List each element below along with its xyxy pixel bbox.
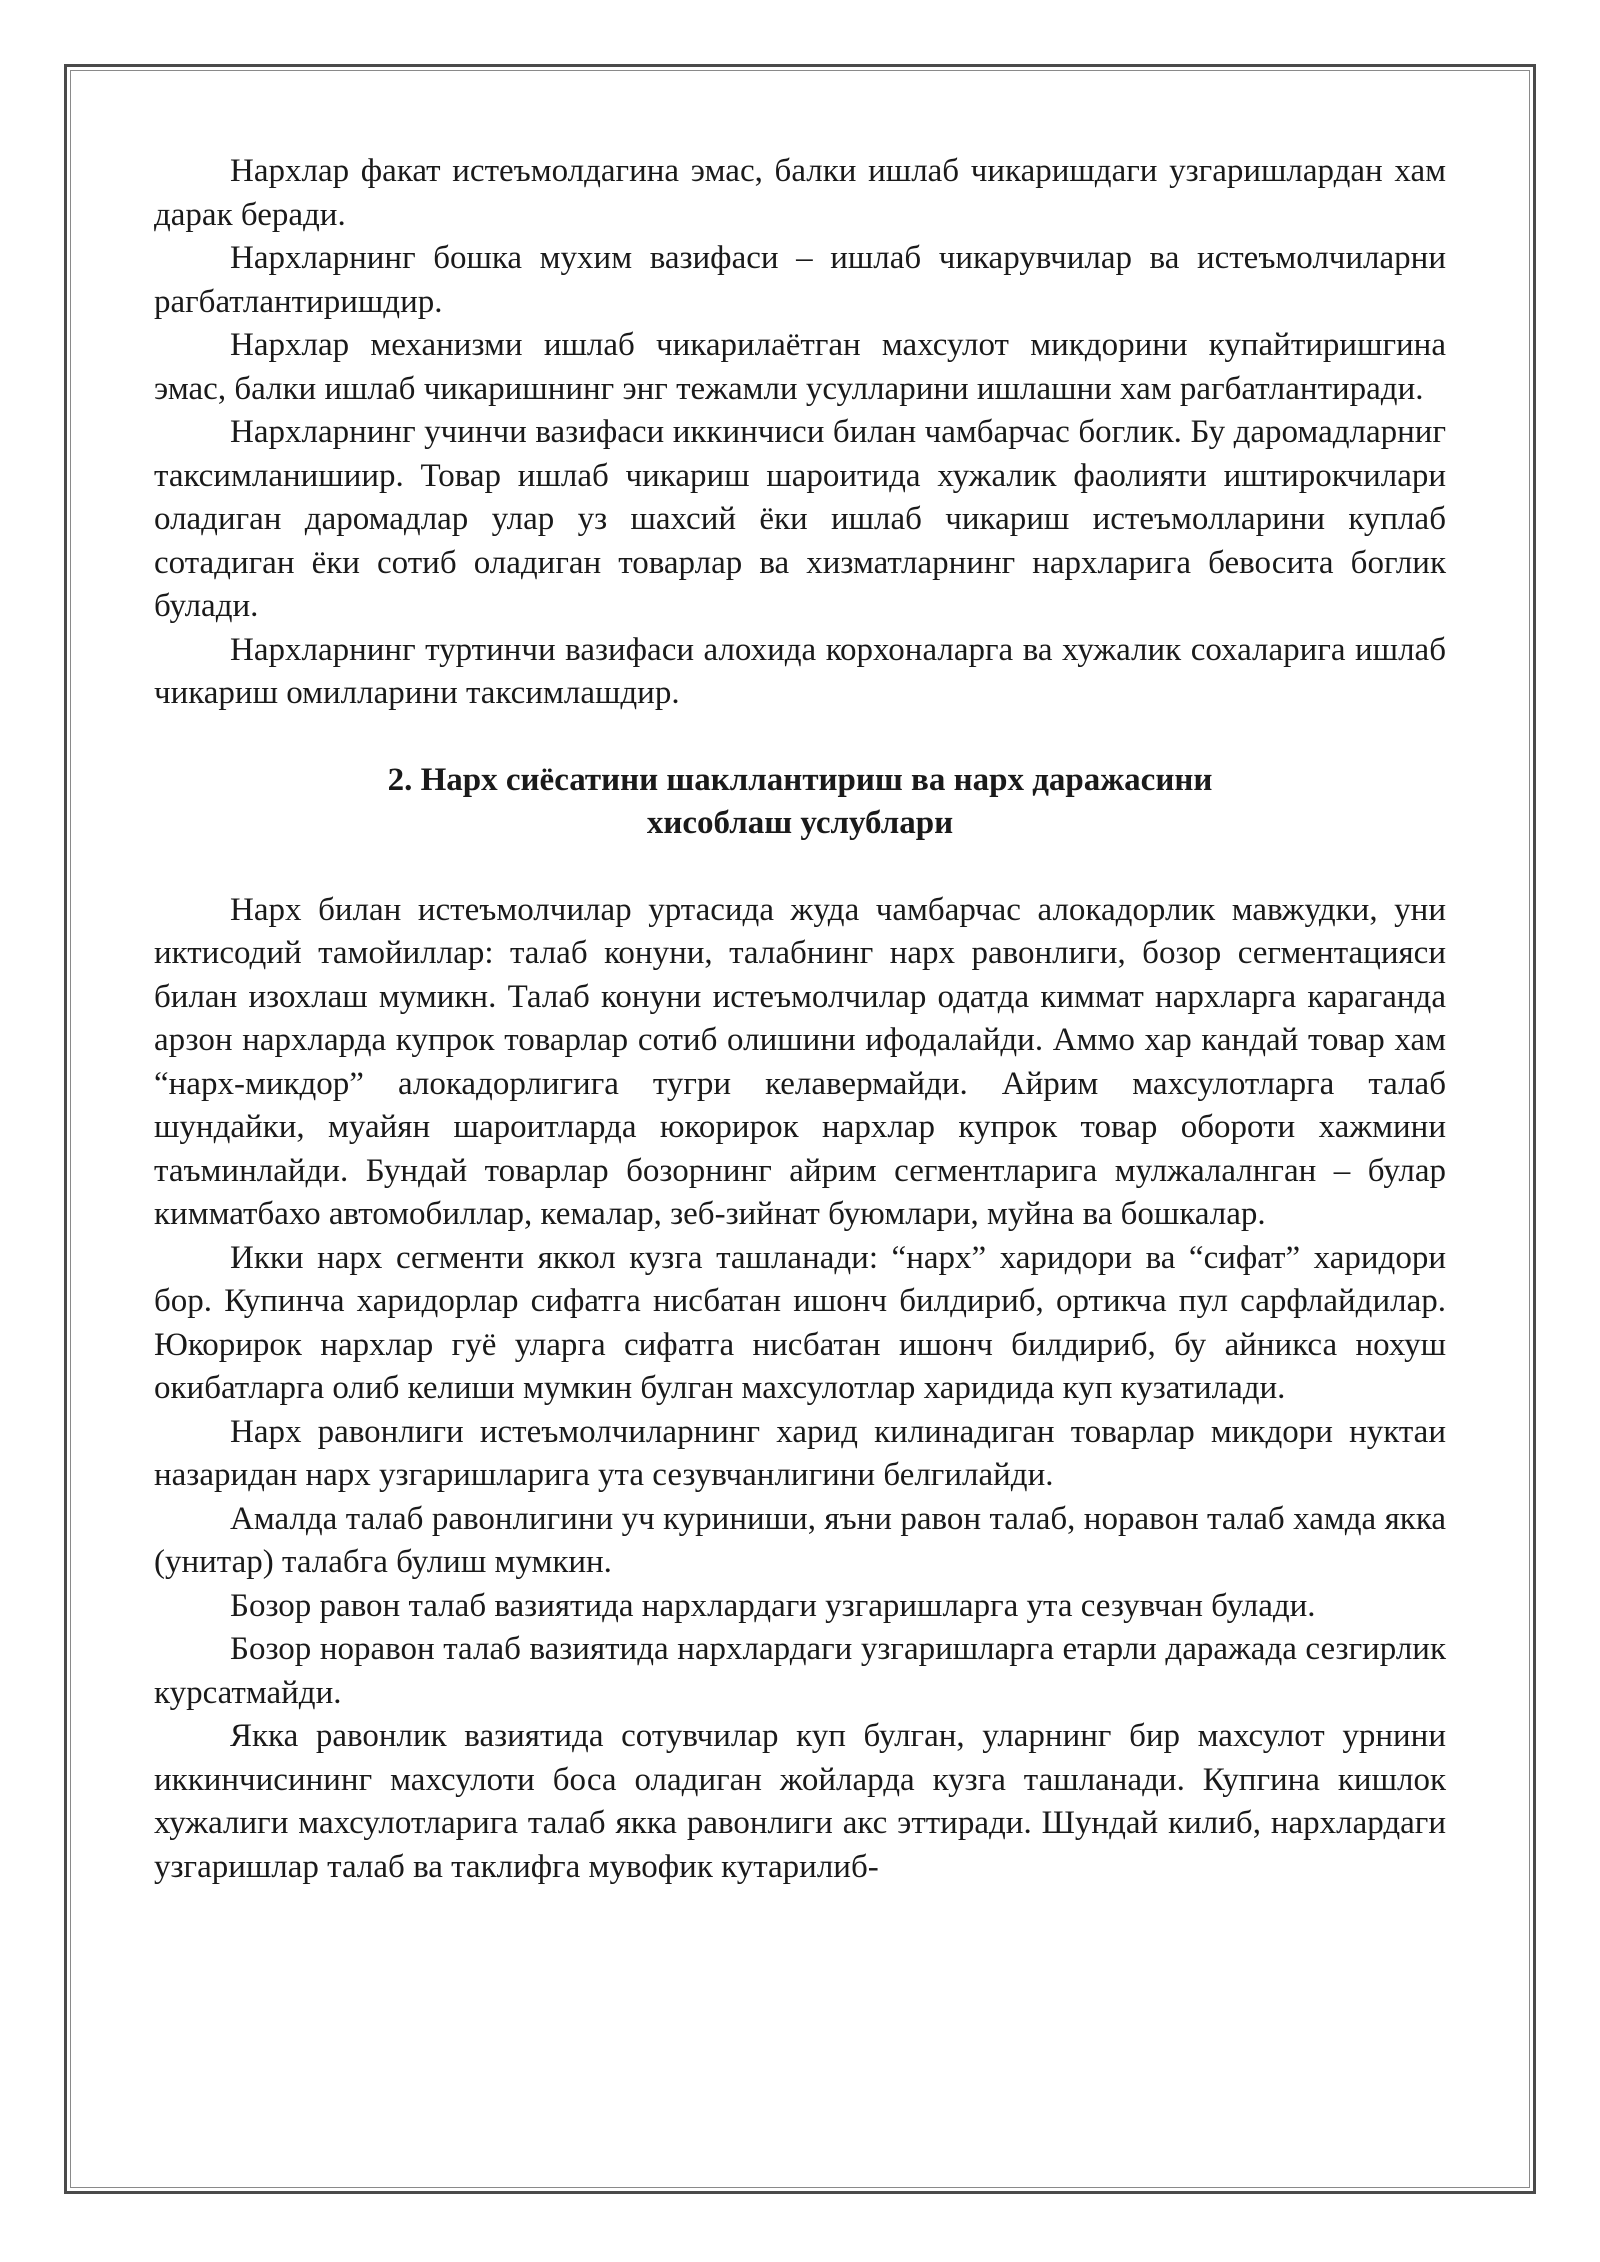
paragraph: Нархларнинг учинчи вазифаси иккинчиси билан чамбарчас боглик. Бу даромадларниг таксимланишиир. Товар ишлаб чикариш шароитида хужалик фаолияти иштирокчилари оладиган даромадлар улар уз шахсий ёки ишлаб чикариш истеъмолларини куплаб сотадиган ёки сотиб оладиган товарлар ва хизматларнинг нархларига бевосита боглик булади. [154, 414, 1446, 624]
paragraph: Бозор норавон талаб вазиятида нархлардаги узгаришларга етарли даражада сезгирлик курсатмайди. [154, 1631, 1446, 1711]
paragraph: Нарх билан истеъмолчилар уртасида жуда чамбарчас алокадорлик мавжудки, уни иктисодий тамойиллар: талаб конуни, талабнинг нарх равонлиги, бозор сегментацияси билан изохлаш мумикн. Талаб конуни истеъмолчилар одатда киммат нархларга караганда арзон нархларда купрок товарлар сотиб олишини ифодалайди. Аммо хар кандай товар хам “нарх-микдор” алокадорлигига тугри келавермайди. Айрим махсулотларга талаб шундайки, муайян шароитларда юкорирок нархлар купрок товар обороти хажмини таъминлайди. Бундай товарлар бозорнинг айрим сегментларига мулжалалнган – булар кимматбахо автомобиллар, кемалар, зеб-зийнат буюмлари, муйна ва бошкалар. [154, 891, 1446, 1232]
paragraph: Нархлар факат истеъмолдагина эмас, балки ишлаб чикаришдаги узгаришлардан хам дарак беради. [154, 153, 1446, 233]
paragraph: Нархларнинг бошка мухим вазифаси – ишлаб чикарувчилар ва истеъмолчиларни рагбатлантиришдир. [154, 240, 1446, 320]
section-heading [154, 759, 1446, 846]
paragraph: Нарх равонлиги истеъмолчиларнинг харид килинадиган товарлар микдори нуктаи назаридан нарх узгаришларига ута сезувчанлигини белгилайди. [154, 1413, 1446, 1493]
paragraph: Нархларнинг туртинчи вазифаси алохида корхоналарга ва хужалик сохаларига ишлаб чикариш омилларини таксимлашдир. [154, 631, 1446, 711]
paragraph: Икки нарх сегменти яккол кузга ташланади: “нарх” харидори ва “сифат” харидори бор. Купинча харидорлар сифатга нисбатан ишонч билдириб, ортикча пул сарфлайдилар. Юкорирок нархлар гуё уларга сифатга нисбатан ишонч билдириб, бу айникса нохуш окибатларга олиб келиши мумкин булган махсулотлар харидида куп кузатилади. [154, 1239, 1446, 1406]
paragraph: Амалда талаб равонлигини уч куриниши, яъни равон талаб, норавон талаб хамда якка (унитар) талабга булиш мумкин. [154, 1500, 1446, 1580]
paragraph: Нархлар механизми ишлаб чикарилаётган махсулот микдорини купайтиришгина эмас, балки ишлаб чикаришнинг энг тежамли усулларини ишлашни хам рагбатлантиради. [154, 327, 1446, 407]
section-heading-line: 2. Нарх сиёсатини шакллантириш ва нарх даражасини [387, 761, 1213, 798]
paragraph: Бозор равон талаб вазиятида нархлардаги узгаришларга ута сезувчан булади. [230, 1587, 1316, 1624]
document-body [154, 150, 1446, 1889]
section-heading-line: хисоблаш услублари [646, 805, 954, 841]
paragraph: Якка равонлик вазиятида сотувчилар куп булган, уларнинг бир махсулот урнини иккинчисининг махсулоти боса оладиган жойларда кузга ташланади. Купгина кишлок хужалиги махсулотларига талаб якка равонлиги акс эттиради. Шундай килиб, нархлардаги узгаришлар талаб ва таклифга мувофик кутарилиб- [154, 1718, 1446, 1885]
